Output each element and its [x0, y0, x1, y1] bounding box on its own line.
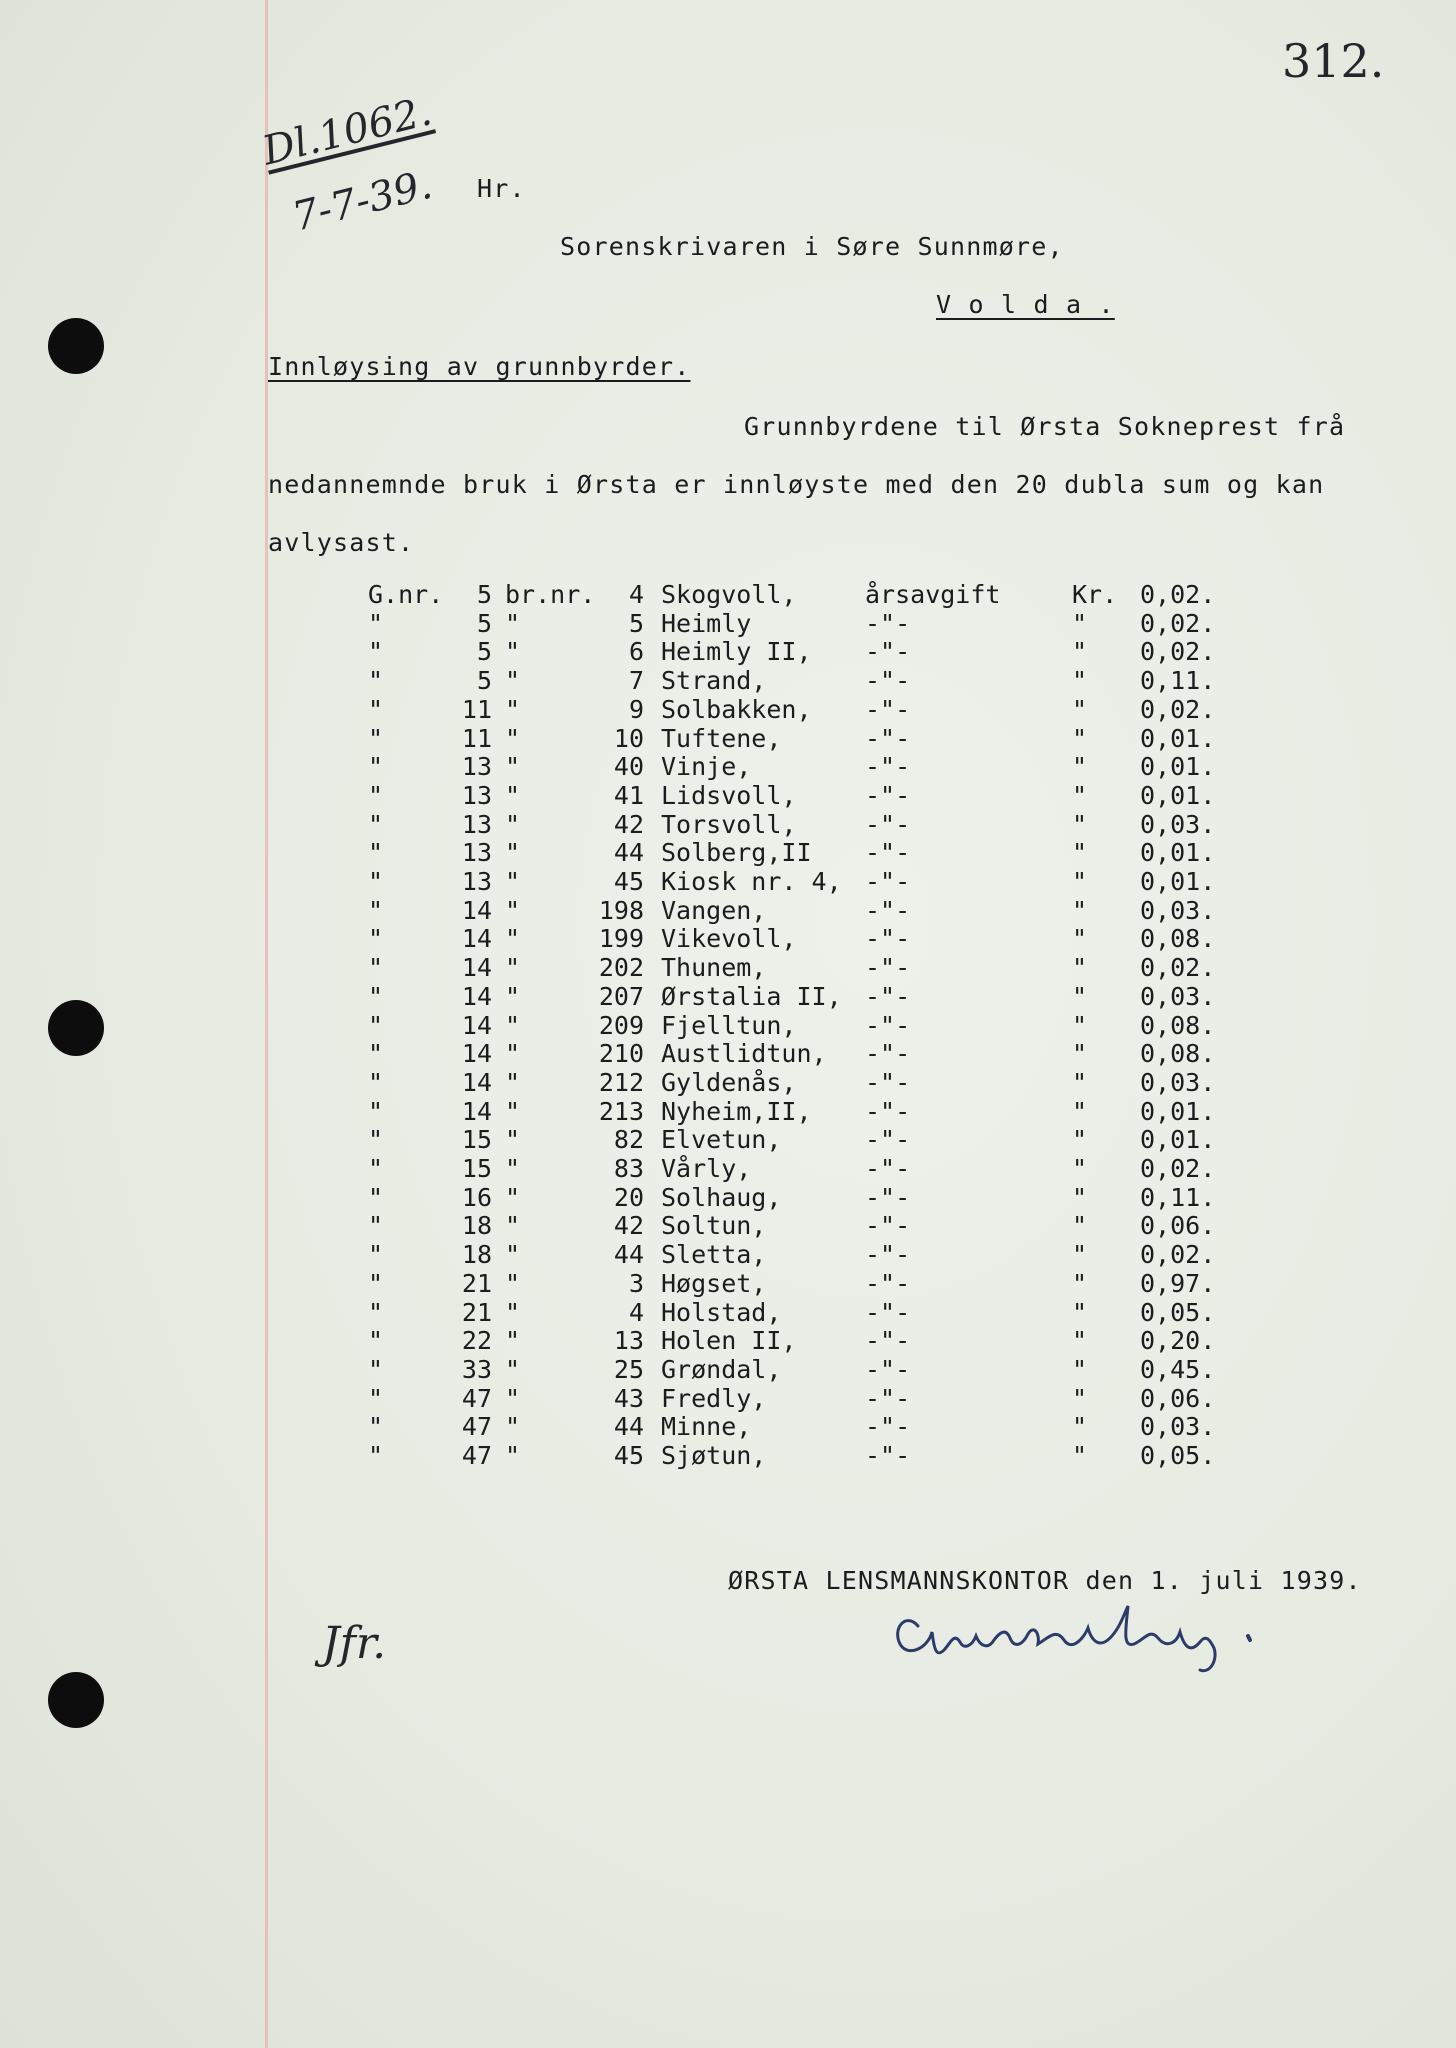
bnr-label: " [505, 1354, 521, 1384]
currency-label: " [1072, 1067, 1088, 1097]
table-row [0, 953, 1300, 982]
bnr-label: " [505, 1412, 521, 1442]
property-name: Nyheim,II, [661, 1096, 812, 1126]
fee-amount: 0,97. [1140, 1268, 1216, 1298]
fee-label: -"- [865, 981, 911, 1011]
fee-amount: 0,08. [1140, 1039, 1216, 1069]
bnr-number: 44 [613, 1412, 644, 1442]
gnr-label: " [368, 666, 384, 696]
currency-label: " [1072, 637, 1088, 667]
bnr-number: 6 [628, 637, 644, 667]
gnr-label: " [368, 867, 384, 896]
fee-amount: 0,02. [1140, 637, 1216, 667]
fee-amount: 0,03. [1140, 1067, 1216, 1097]
handwritten-reference: Dl.1062. [258, 88, 437, 175]
gnr-label: " [368, 1268, 384, 1298]
fee-label: -"- [865, 1067, 911, 1097]
fee-amount: 0,02. [1140, 580, 1216, 609]
property-name: Elvetun, [661, 1125, 782, 1155]
table-row [0, 1298, 1300, 1327]
fee-label: -"- [865, 1441, 911, 1470]
page-number: 312. [1282, 34, 1385, 88]
bnr-label: " [505, 608, 521, 638]
bnr-label: " [505, 780, 521, 810]
punch-hole-top [48, 318, 104, 374]
bnr-label: " [505, 694, 521, 724]
table-row [0, 1355, 1300, 1384]
property-name: Thunem, [661, 953, 767, 983]
fee-label: -"- [865, 694, 911, 724]
table-row [0, 724, 1300, 753]
table-row [0, 1412, 1300, 1441]
table-row [0, 1240, 1300, 1269]
fee-amount: 0,03. [1140, 1412, 1216, 1442]
fee-label: -"- [865, 1297, 911, 1327]
gnr-label: " [368, 1326, 384, 1356]
bnr-number: 4 [628, 580, 644, 609]
currency-label: " [1072, 752, 1088, 782]
fee-amount: 0,03. [1140, 809, 1216, 839]
gnr-number: 21 [461, 1297, 492, 1327]
gnr-label: " [368, 1067, 384, 1097]
fee-amount: 0,05. [1140, 1297, 1216, 1327]
bnr-label: " [505, 1268, 521, 1298]
gnr-number: 21 [461, 1268, 492, 1298]
property-name: Solberg,II [661, 838, 812, 868]
gnr-number: 11 [461, 723, 492, 753]
bnr-label: " [505, 1383, 521, 1413]
fee-amount: 0,03. [1140, 895, 1216, 925]
property-name: Grøndal, [661, 1354, 782, 1384]
currency-label: " [1072, 867, 1088, 896]
currency-label: " [1072, 895, 1088, 925]
currency-label: " [1072, 608, 1088, 638]
table-row [0, 1068, 1300, 1097]
property-name: Ørstalia II, [661, 981, 842, 1011]
gnr-label: " [368, 1354, 384, 1384]
bnr-number: 5 [628, 608, 644, 638]
bnr-number: 83 [613, 1154, 644, 1183]
gnr-number: 16 [461, 1182, 492, 1212]
property-name: Vangen, [661, 895, 767, 925]
gnr-label: " [368, 1125, 384, 1155]
gnr-number: 47 [461, 1383, 492, 1413]
currency-label: " [1072, 1125, 1088, 1155]
currency-label: " [1072, 666, 1088, 696]
fee-amount: 0,01. [1140, 780, 1216, 810]
gnr-label: " [368, 924, 384, 954]
body-line-2: nedannemnde bruk i Ørsta er innløyste med den 20 dubla sum og kan [268, 470, 1325, 499]
fee-label: -"- [865, 953, 911, 983]
fee-label: -"- [865, 809, 911, 839]
fee-amount: 0,02. [1140, 694, 1216, 724]
property-name: Holstad, [661, 1297, 782, 1327]
currency-label: " [1072, 838, 1088, 868]
currency-label: " [1072, 1326, 1088, 1356]
gnr-number: 14 [461, 953, 492, 983]
property-name: Skogvoll, [661, 580, 797, 609]
gnr-number: 14 [461, 1067, 492, 1097]
gnr-label: " [368, 981, 384, 1011]
fee-label: -"- [865, 1211, 911, 1241]
bnr-number: 202 [598, 953, 644, 983]
bnr-label: " [505, 1182, 521, 1212]
bnr-number: 45 [613, 867, 644, 896]
bnr-label: " [505, 1067, 521, 1097]
fee-amount: 0,06. [1140, 1211, 1216, 1241]
table-row [0, 580, 1300, 609]
table-row [0, 810, 1300, 839]
handwritten-initials: Jfr. [322, 1618, 387, 1669]
property-name: Heimly [661, 608, 752, 638]
gnr-label: " [368, 1441, 384, 1470]
fee-label: -"- [865, 1240, 911, 1270]
salutation: Hr. [477, 174, 526, 203]
fee-amount: 0,01. [1140, 867, 1216, 896]
fee-amount: 0,03. [1140, 981, 1216, 1011]
gnr-number: 5 [476, 666, 492, 696]
gnr-number: 14 [461, 1010, 492, 1040]
gnr-number: 14 [461, 981, 492, 1011]
property-name: Minne, [661, 1412, 752, 1442]
table-row [0, 1011, 1300, 1040]
fee-label: -"- [865, 723, 911, 753]
currency-label: " [1072, 1182, 1088, 1212]
gnr-number: 13 [461, 752, 492, 782]
gnr-label: " [368, 1211, 384, 1241]
gnr-number: 13 [461, 867, 492, 896]
gnr-label: " [368, 895, 384, 925]
fee-label: -"- [865, 608, 911, 638]
table-row [0, 1326, 1300, 1355]
gnr-number: 18 [461, 1240, 492, 1270]
bnr-label: " [505, 1039, 521, 1069]
bnr-number: 199 [598, 924, 644, 954]
bnr-number: 43 [613, 1383, 644, 1413]
gnr-label: " [368, 1297, 384, 1327]
gnr-label: " [368, 723, 384, 753]
gnr-label: " [368, 780, 384, 810]
property-name: Sjøtun, [661, 1441, 767, 1470]
fee-label: årsavgift [865, 580, 1001, 609]
bnr-number: 4 [628, 1297, 644, 1327]
table-row [0, 1183, 1300, 1212]
bnr-label: " [505, 809, 521, 839]
bnr-number: 209 [598, 1010, 644, 1040]
gnr-number: 15 [461, 1125, 492, 1155]
property-name: Holen II, [661, 1326, 797, 1356]
gnr-number: 33 [461, 1354, 492, 1384]
property-name: Heimly II, [661, 637, 812, 667]
bnr-number: 207 [598, 981, 644, 1011]
bnr-number: 42 [613, 1211, 644, 1241]
gnr-label: " [368, 1010, 384, 1040]
property-name: Vårly, [661, 1154, 752, 1183]
currency-label: " [1072, 953, 1088, 983]
bnr-label: " [505, 1096, 521, 1126]
property-name: Vinje, [661, 752, 752, 782]
bnr-number: 44 [613, 1240, 644, 1270]
table-row [0, 752, 1300, 781]
bnr-number: 9 [628, 694, 644, 724]
fee-label: -"- [865, 1010, 911, 1040]
fee-label: -"- [865, 1039, 911, 1069]
bnr-label: br.nr. [505, 580, 596, 609]
table-row [0, 1269, 1300, 1298]
bnr-label: " [505, 1326, 521, 1356]
bnr-number: 82 [613, 1125, 644, 1155]
fee-label: -"- [865, 838, 911, 868]
table-row [0, 924, 1300, 953]
bnr-label: " [505, 1154, 521, 1183]
gnr-number: 18 [461, 1211, 492, 1241]
fee-label: -"- [865, 867, 911, 896]
currency-label: " [1072, 1297, 1088, 1327]
table-row [0, 609, 1300, 638]
currency-label: " [1072, 694, 1088, 724]
bnr-number: 41 [613, 780, 644, 810]
table-row [0, 1039, 1300, 1068]
gnr-number: 5 [476, 637, 492, 667]
table-row [0, 637, 1300, 666]
property-name: Solhaug, [661, 1182, 782, 1212]
gnr-number: 13 [461, 809, 492, 839]
gnr-number: 14 [461, 1096, 492, 1126]
fee-label: -"- [865, 780, 911, 810]
currency-label: " [1072, 809, 1088, 839]
table-row [0, 1211, 1300, 1240]
currency-label: " [1072, 1154, 1088, 1183]
gnr-label: " [368, 608, 384, 638]
gnr-label: " [368, 953, 384, 983]
recipient: Sorenskrivaren i Søre Sunnmøre, [560, 232, 1064, 261]
bnr-number: 212 [598, 1067, 644, 1097]
punch-hole-bottom [48, 1672, 104, 1728]
fee-amount: 0,01. [1140, 752, 1216, 782]
bnr-number: 20 [613, 1182, 644, 1212]
fee-label: -"- [865, 637, 911, 667]
fee-amount: 0,45. [1140, 1354, 1216, 1384]
property-name: Lidsvoll, [661, 780, 797, 810]
fee-label: -"- [865, 1326, 911, 1356]
currency-label: " [1072, 1211, 1088, 1241]
gnr-label: " [368, 809, 384, 839]
currency-label: " [1072, 723, 1088, 753]
fee-amount: 0,02. [1140, 608, 1216, 638]
property-name: Strand, [661, 666, 767, 696]
table-row [0, 982, 1300, 1011]
gnr-number: 47 [461, 1412, 492, 1442]
gnr-label: " [368, 637, 384, 667]
table-row [0, 1384, 1300, 1413]
table-row [0, 695, 1300, 724]
currency-label: " [1072, 1441, 1088, 1470]
table-row [0, 1154, 1300, 1183]
subject-heading: Innløysing av grunnbyrder. [268, 352, 691, 381]
fee-amount: 0,02. [1140, 1240, 1216, 1270]
table-row [0, 781, 1300, 810]
fee-label: -"- [865, 1125, 911, 1155]
fee-amount: 0,01. [1140, 838, 1216, 868]
fee-amount: 0,08. [1140, 924, 1216, 954]
property-name: Kiosk nr. 4, [661, 867, 842, 896]
gnr-label: " [368, 694, 384, 724]
gnr-number: 13 [461, 838, 492, 868]
currency-label: " [1072, 1096, 1088, 1126]
fee-label: -"- [865, 1412, 911, 1442]
gnr-label: " [368, 838, 384, 868]
gnr-label: " [368, 1412, 384, 1442]
gnr-label: " [368, 1182, 384, 1212]
currency-label: " [1072, 1354, 1088, 1384]
bnr-label: " [505, 1240, 521, 1270]
handwritten-date: 7-7-39. [288, 161, 437, 241]
bnr-label: " [505, 1441, 521, 1470]
bnr-label: " [505, 981, 521, 1011]
fee-amount: 0,01. [1140, 723, 1216, 753]
property-name: Fjelltun, [661, 1010, 797, 1040]
table-row [0, 896, 1300, 925]
currency-label: " [1072, 1268, 1088, 1298]
gnr-label: " [368, 1039, 384, 1069]
fee-amount: 0,01. [1140, 1125, 1216, 1155]
gnr-label: " [368, 1096, 384, 1126]
bnr-number: 3 [628, 1268, 644, 1298]
bnr-label: " [505, 723, 521, 753]
table-row [0, 1441, 1300, 1470]
fee-label: -"- [865, 1154, 911, 1183]
currency-label: " [1072, 1383, 1088, 1413]
gnr-label: " [368, 1154, 384, 1183]
body-line-1: Grunnbyrdene til Ørsta Sokneprest frå [744, 412, 1346, 441]
gnr-number: 5 [476, 580, 492, 609]
currency-label: " [1072, 1010, 1088, 1040]
gnr-number: 14 [461, 924, 492, 954]
bnr-number: 10 [613, 723, 644, 753]
bnr-number: 42 [613, 809, 644, 839]
table-row [0, 867, 1300, 896]
fee-label: -"- [865, 1354, 911, 1384]
bnr-label: " [505, 666, 521, 696]
currency-label: " [1072, 1412, 1088, 1442]
currency-label: " [1072, 981, 1088, 1011]
gnr-label: " [368, 1240, 384, 1270]
bnr-label: " [505, 895, 521, 925]
fee-label: -"- [865, 1268, 911, 1298]
bnr-label: " [505, 637, 521, 667]
fee-label: -"- [865, 1182, 911, 1212]
fee-amount: 0,11. [1140, 666, 1216, 696]
bnr-label: " [505, 924, 521, 954]
bnr-number: 25 [613, 1354, 644, 1384]
bnr-label: " [505, 867, 521, 896]
gnr-number: 15 [461, 1154, 492, 1183]
property-name: Tuftene, [661, 723, 782, 753]
fee-label: -"- [865, 1096, 911, 1126]
table-row [0, 1097, 1300, 1126]
fee-amount: 0,08. [1140, 1010, 1216, 1040]
bnr-number: 7 [628, 666, 644, 696]
property-name: Austlidtun, [661, 1039, 827, 1069]
property-name: Soltun, [661, 1211, 767, 1241]
gnr-number: 22 [461, 1326, 492, 1356]
bnr-number: 13 [613, 1326, 644, 1356]
table-row [0, 838, 1300, 867]
body-line-3: avlysast. [268, 528, 415, 557]
bnr-number: 210 [598, 1039, 644, 1069]
fee-amount: 0,01. [1140, 1096, 1216, 1126]
bnr-label: " [505, 1297, 521, 1327]
property-name: Solbakken, [661, 694, 812, 724]
bnr-label: " [505, 953, 521, 983]
gnr-number: 14 [461, 1039, 492, 1069]
fee-label: -"- [865, 895, 911, 925]
gnr-number: 13 [461, 780, 492, 810]
gnr-label: " [368, 752, 384, 782]
bnr-label: " [505, 1125, 521, 1155]
currency-label: " [1072, 780, 1088, 810]
property-name: Torsvoll, [661, 809, 797, 839]
fee-label: -"- [865, 752, 911, 782]
table-row [0, 1125, 1300, 1154]
property-name: Fredly, [661, 1383, 767, 1413]
gnr-number: 47 [461, 1441, 492, 1470]
bnr-number: 40 [613, 752, 644, 782]
gnr-number: 5 [476, 608, 492, 638]
fee-amount: 0,20. [1140, 1326, 1216, 1356]
property-name: Gyldenås, [661, 1067, 797, 1097]
recipient-place: V o l d a . [936, 290, 1115, 319]
table-row [0, 666, 1300, 695]
bnr-label: " [505, 1211, 521, 1241]
currency-label: Kr. [1072, 580, 1118, 609]
bnr-number: 45 [613, 1441, 644, 1470]
gnr-label: " [368, 1383, 384, 1413]
currency-label: " [1072, 1039, 1088, 1069]
currency-label: " [1072, 1240, 1088, 1270]
property-name: Sletta, [661, 1240, 767, 1270]
fee-amount: 0,02. [1140, 1154, 1216, 1183]
fee-label: -"- [865, 924, 911, 954]
fee-amount: 0,11. [1140, 1182, 1216, 1212]
signature-icon [888, 1598, 1308, 1678]
property-name: Vikevoll, [661, 924, 797, 954]
bnr-number: 44 [613, 838, 644, 868]
closing-line: ØRSTA LENSMANNSKONTOR den 1. juli 1939. [728, 1566, 1362, 1595]
currency-label: " [1072, 924, 1088, 954]
gnr-label: G.nr. [368, 580, 444, 609]
bnr-number: 213 [598, 1096, 644, 1126]
property-name: Høgset, [661, 1268, 767, 1298]
fee-amount: 0,05. [1140, 1441, 1216, 1470]
bnr-label: " [505, 838, 521, 868]
bnr-label: " [505, 752, 521, 782]
fee-label: -"- [865, 666, 911, 696]
fee-amount: 0,06. [1140, 1383, 1216, 1413]
fee-label: -"- [865, 1383, 911, 1413]
bnr-number: 198 [598, 895, 644, 925]
fee-amount: 0,02. [1140, 953, 1216, 983]
bnr-label: " [505, 1010, 521, 1040]
gnr-number: 14 [461, 895, 492, 925]
gnr-number: 11 [461, 694, 492, 724]
